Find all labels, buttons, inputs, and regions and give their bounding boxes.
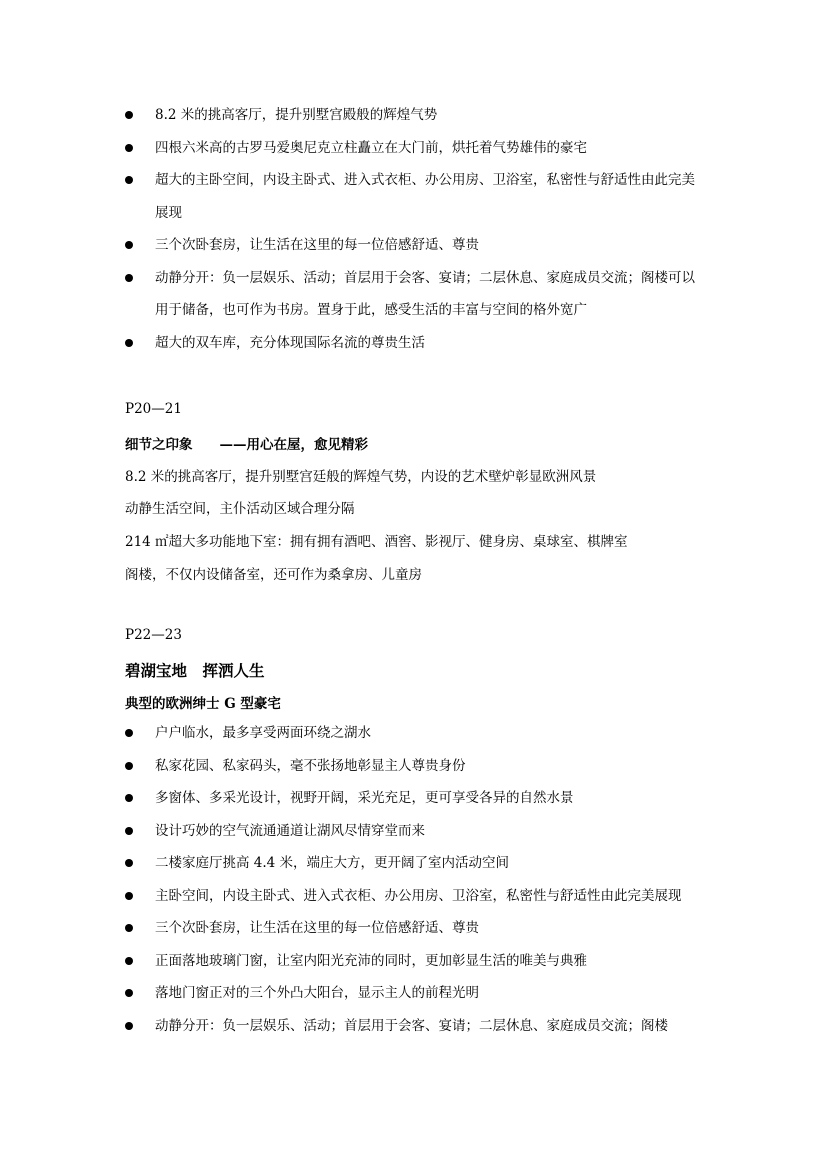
list-item — [0, 977, 705, 1010]
list-item-text: 四根六米高的古罗马爱奥尼克立柱矗立在大门前，烘托着气势雄伟的豪宅 — [155, 139, 587, 156]
section-subtitle: 典型的欧洲绅士 G 型豪宅 — [125, 696, 281, 712]
text-line: 动静生活空间，主仆活动区域合理分隔 — [125, 501, 355, 517]
bullet-icon — [125, 859, 133, 867]
list-item — [0, 782, 705, 815]
list-item — [0, 880, 705, 913]
list-item-text: 正面落地玻璃门窗，让室内阳光充沛的同时，更加彰显生活的唯美与典雅 — [155, 952, 587, 969]
text-line: 8.2 米的挑高客厅，提升别墅宫廷般的辉煌气势，内设的艺术壁炉彰显欧洲风景 — [125, 469, 597, 485]
bullet-icon — [125, 892, 133, 900]
bullet-icon — [125, 339, 133, 347]
bullet-icon — [125, 241, 133, 249]
list-item-text: 超大的双车库，充分体现国际名流的尊贵生活 — [155, 334, 425, 351]
list-item — [0, 847, 705, 880]
text-line: 214 ㎡超大多功能地下室：拥有拥有酒吧、酒窖、影视厅、健身房、桌球室、棋牌室 — [125, 534, 628, 550]
section-title: 碧湖宝地 挥洒人生 — [125, 661, 265, 680]
list-item-text: 二楼家庭厅挑高 4.4 米，端庄大方，更开阔了室内活动空间 — [155, 855, 510, 871]
list-item-text: 主卧空间，内设主卧式、进入式衣柜、办公用房、卫浴室，私密性与舒适性由此完美展现 — [155, 887, 682, 904]
bullet-icon — [125, 274, 133, 282]
list-item — [0, 327, 705, 360]
page-reference: P20—21 — [125, 401, 182, 417]
bullet-icon — [125, 176, 133, 184]
feature-list-2 — [0, 717, 827, 1042]
list-item-text: 8.2 米的挑高客厅，提升别墅宫殿般的辉煌气势 — [155, 107, 438, 123]
bullet-icon — [125, 827, 133, 835]
list-item — [0, 1010, 705, 1043]
bullet-icon — [125, 1022, 133, 1030]
bullet-icon — [125, 957, 133, 965]
list-item — [0, 945, 705, 978]
list-item — [0, 750, 705, 783]
section-heading: 细节之印象 ——用心在屋，愈见精彩 — [125, 437, 368, 453]
list-item-text: 三个次卧套房，让生活在这里的每一位倍感舒适、尊贵 — [155, 920, 479, 936]
list-item-text: 多窗体、多采光设计，视野开阔，采光充足，更可享受各异的自然水景 — [155, 790, 574, 806]
list-item-text: 动静分开：负一层娱乐、活动；首层用于会客、宴请；二层休息、家庭成员交流；阁楼可以用于储备，也可作为书房。置身于此，感受生活的丰富与空间的格外宽广 — [155, 269, 695, 318]
bullet-icon — [125, 111, 133, 119]
list-item-text: 私家花园、私家码头，毫不张扬地彰显主人尊贵身份 — [155, 757, 466, 774]
text-line: 阁楼，不仅内设储备室，还可作为桑拿房、儿童房 — [125, 567, 422, 583]
bullet-icon — [125, 924, 133, 932]
list-item — [0, 99, 705, 132]
list-item — [0, 912, 705, 945]
bullet-icon — [125, 794, 133, 802]
list-item — [0, 717, 705, 750]
bullet-icon — [125, 729, 133, 737]
list-item-text: 户户临水，最多享受两面环绕之湖水 — [155, 725, 371, 741]
list-item — [0, 229, 705, 262]
list-item-text: 超大的主卧空间，内设主卧式、进入式衣柜、办公用房、卫浴室，私密性与舒适性由此完美展现 — [155, 172, 695, 221]
list-item-text: 动静分开：负一层娱乐、活动；首层用于会客、宴请；二层休息、家庭成员交流；阁楼 — [155, 1017, 668, 1034]
list-item — [0, 262, 705, 327]
bullet-icon — [125, 989, 133, 997]
list-item-text: 落地门窗正对的三个外凸大阳台，显示主人的前程光明 — [155, 985, 479, 1001]
feature-list-1 — [0, 99, 827, 359]
list-item — [0, 132, 705, 165]
list-item — [0, 164, 705, 229]
page-reference: P22—23 — [125, 627, 182, 643]
bullet-icon — [125, 144, 133, 152]
bullet-icon — [125, 762, 133, 770]
list-item-text: 三个次卧套房，让生活在这里的每一位倍感舒适、尊贵 — [155, 237, 479, 253]
list-item-text: 设计巧妙的空气流通通道让湖风尽情穿堂而来 — [155, 822, 425, 839]
list-item — [0, 815, 705, 848]
